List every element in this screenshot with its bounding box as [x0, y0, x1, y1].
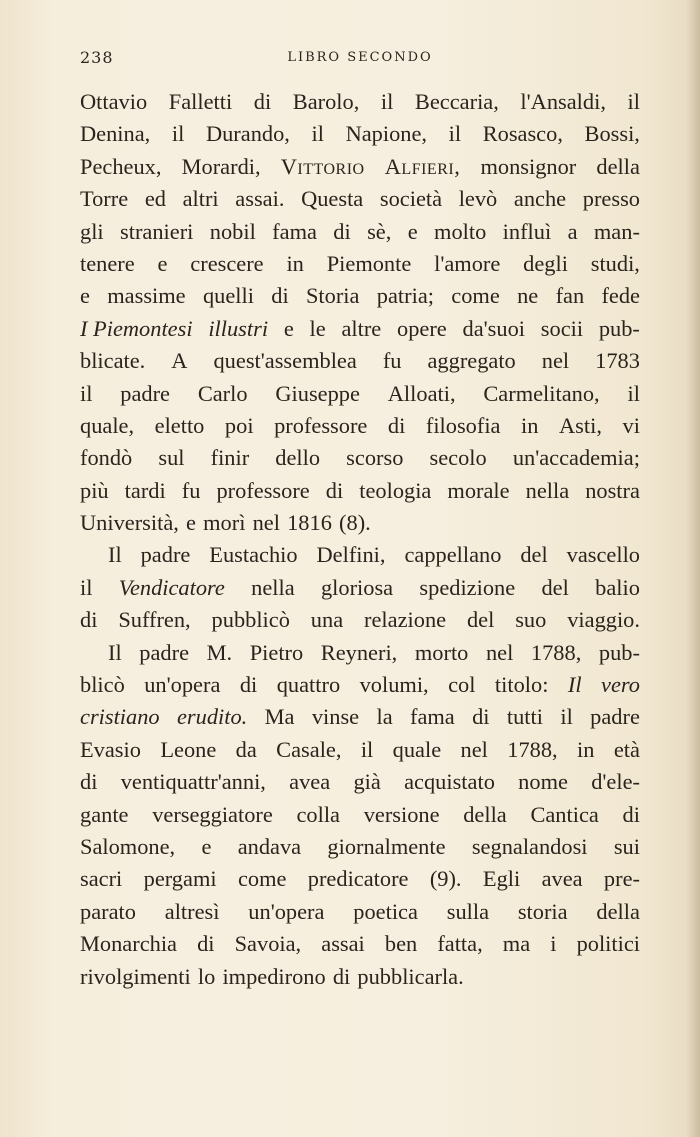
word: Durando,	[205, 121, 290, 147]
word: avea	[289, 769, 331, 795]
word: (9).	[429, 866, 462, 892]
word: e	[201, 833, 212, 859]
word: volumi,	[359, 672, 429, 698]
word: Ottavio	[80, 89, 148, 114]
word: nel	[485, 639, 514, 665]
word: cappellano	[404, 542, 502, 568]
word: (8).	[339, 510, 371, 536]
word: Carlo	[197, 380, 248, 406]
word: aggregato	[427, 348, 516, 374]
word: gli	[80, 218, 104, 244]
text-line	[80, 313, 640, 345]
word: relazione	[364, 607, 447, 633]
word: Evasio	[80, 736, 141, 762]
word: di	[197, 931, 215, 957]
word: verseggiatore	[152, 801, 273, 827]
word: quale	[392, 736, 442, 762]
word: già	[353, 769, 381, 795]
word: Asti,	[559, 412, 602, 438]
word: il	[380, 89, 394, 114]
word: Suffren,	[118, 607, 191, 633]
word: Alfieri,	[384, 153, 461, 179]
word: acquistato	[404, 769, 495, 795]
page-header	[80, 48, 640, 70]
word: Barolo,	[292, 89, 360, 114]
word: illustri	[208, 315, 269, 341]
word: ed	[144, 186, 166, 212]
word: 1816	[287, 510, 332, 536]
word: di	[80, 769, 98, 795]
word: il	[627, 89, 640, 114]
word: società	[379, 186, 443, 212]
word: un'accademia;	[512, 445, 640, 471]
word: lo	[197, 963, 216, 989]
word: quest'assemblea	[213, 348, 357, 374]
word: studi,	[590, 250, 640, 276]
word: fan	[555, 283, 585, 309]
word: altri	[182, 186, 219, 212]
word: balio	[595, 574, 640, 600]
word: e	[186, 510, 196, 536]
word: di	[332, 963, 351, 989]
word: la	[376, 704, 393, 730]
word: di	[253, 89, 272, 114]
word: di	[239, 672, 258, 698]
word: sacri	[80, 866, 123, 892]
text-line	[80, 151, 640, 183]
word: padre	[590, 704, 640, 730]
text-line	[80, 183, 640, 215]
word: altresì	[164, 898, 220, 924]
word: Storia	[305, 283, 360, 309]
word: stranieri	[120, 218, 194, 244]
text-line	[80, 928, 640, 960]
text-line	[80, 118, 640, 150]
word: nel	[541, 348, 570, 374]
word: titolo:	[494, 672, 549, 698]
word: suo	[515, 607, 547, 633]
word: monsignor	[480, 153, 577, 179]
word: Vittorio	[280, 153, 365, 179]
word: nostra	[585, 477, 640, 503]
word: fama	[272, 218, 317, 244]
word: Questa	[301, 186, 364, 212]
word: pub-	[598, 639, 640, 665]
word: Il	[108, 639, 122, 665]
word: del	[541, 574, 569, 600]
word: nobil	[209, 218, 256, 244]
word: degli	[523, 250, 568, 276]
word: nel	[252, 510, 280, 536]
word: fu	[181, 477, 201, 503]
word: sul	[158, 445, 185, 471]
word: quattro	[276, 672, 341, 698]
body-text	[80, 86, 640, 993]
word: fatta,	[437, 931, 483, 957]
word: Egli	[482, 866, 521, 892]
word: Torre	[80, 186, 129, 212]
word: il	[448, 121, 462, 147]
word: Beccaria,	[414, 89, 499, 114]
word: della	[596, 898, 640, 924]
word: 1788,	[507, 736, 558, 762]
word: nella	[251, 574, 295, 600]
word: segnalandosi	[471, 833, 588, 859]
word: professore	[274, 412, 368, 438]
word: ne	[517, 283, 539, 309]
word: poi	[224, 412, 254, 438]
word: quale,	[80, 412, 135, 438]
word: Giuseppe	[275, 380, 360, 406]
word: di	[622, 801, 640, 827]
word: finir	[210, 445, 250, 471]
word: gloriosa	[320, 574, 394, 600]
text-line	[80, 442, 640, 474]
word: Monarchia	[80, 931, 177, 957]
word: secolo	[429, 445, 487, 471]
word: Pietro	[249, 639, 304, 665]
word: Casale,	[276, 736, 342, 762]
word: socii	[540, 315, 584, 341]
text-line	[80, 507, 640, 539]
text-line	[80, 669, 640, 701]
word: nella	[525, 477, 570, 503]
word: parato	[80, 898, 136, 924]
word: Bossi,	[584, 121, 640, 147]
text-line	[80, 378, 640, 410]
word: pergami	[143, 866, 217, 892]
word: un'opera	[248, 898, 325, 924]
word: professore	[216, 477, 310, 503]
word: massime	[107, 283, 186, 309]
word: più	[80, 477, 109, 503]
word: opere	[397, 315, 447, 341]
word: il	[360, 736, 374, 762]
word: nel	[460, 736, 488, 762]
word: padre	[139, 639, 190, 665]
word: morto	[414, 639, 469, 665]
word: 1783	[595, 348, 640, 374]
word: Morardi,	[181, 153, 261, 179]
word: avea	[541, 866, 583, 892]
word: Rosasco,	[482, 121, 563, 147]
word: cristiano	[80, 704, 160, 730]
word: sulla	[446, 898, 490, 924]
word: di	[271, 283, 289, 309]
text-line	[80, 766, 640, 798]
word: scorso	[346, 445, 404, 471]
word: versione	[363, 801, 440, 827]
word: pubblicò	[211, 607, 290, 633]
word: di	[472, 704, 490, 730]
text-line	[80, 831, 640, 863]
word: come	[451, 283, 500, 309]
text-line	[80, 896, 640, 928]
word: i	[550, 931, 557, 957]
word: in	[286, 250, 304, 276]
word: viaggio.	[567, 607, 640, 633]
word: patria;	[376, 283, 434, 309]
word: andava	[237, 833, 302, 859]
word: fu	[382, 348, 402, 374]
word: blicò	[80, 672, 125, 698]
word: col	[448, 672, 476, 698]
word: del	[520, 542, 548, 568]
page-number: 238	[80, 48, 114, 67]
word: assai	[321, 931, 365, 957]
word: giornalmente	[327, 833, 446, 859]
page-edge-shadow	[686, 0, 700, 1137]
word: il	[560, 704, 573, 730]
word: da	[235, 736, 257, 762]
text-line	[80, 961, 640, 993]
word: a	[567, 218, 578, 244]
word: d'ele-	[591, 769, 640, 795]
word: ventiquattr'anni,	[120, 769, 266, 795]
word: I Piemontesi	[80, 315, 193, 341]
word: di	[80, 607, 98, 633]
word: di	[333, 218, 351, 244]
word: in	[521, 412, 539, 438]
word: eletto	[154, 412, 205, 438]
word: rivolgimenti	[80, 963, 191, 989]
word: in	[577, 736, 595, 762]
word: Pecheux,	[80, 153, 162, 179]
word: il	[627, 380, 640, 406]
word: e	[407, 218, 418, 244]
word: di	[325, 477, 344, 503]
word: spedizione	[419, 574, 516, 600]
text-line	[80, 475, 640, 507]
word: il	[80, 574, 93, 600]
word: predicatore	[307, 866, 409, 892]
word: della	[596, 153, 640, 179]
word: fede	[601, 283, 640, 309]
word: una	[310, 607, 344, 633]
word: età	[613, 736, 640, 762]
word: Denina,	[80, 121, 151, 147]
word: vi	[622, 412, 640, 438]
word: Cantica	[530, 801, 599, 827]
text-line	[80, 637, 640, 669]
word: Vendicatore	[118, 574, 225, 600]
word: e	[157, 250, 168, 276]
word: fondò	[80, 445, 133, 471]
word: Carmelitano,	[483, 380, 600, 406]
word: Savoia,	[234, 931, 302, 957]
word: vinse	[311, 704, 360, 730]
running-head: LIBRO SECONDO	[287, 50, 433, 65]
text-line	[80, 410, 640, 442]
word: Alloati,	[387, 380, 456, 406]
word: M.	[206, 639, 233, 665]
word: sè,	[367, 218, 392, 244]
word: le	[309, 315, 326, 341]
word: il	[311, 121, 324, 147]
word: gante	[80, 801, 129, 827]
word: come	[237, 866, 287, 892]
word: assai.	[235, 186, 285, 212]
word: di	[387, 412, 406, 438]
text-line	[80, 572, 640, 604]
word: l'Ansaldi,	[520, 89, 606, 114]
word: poetica	[353, 898, 418, 924]
word: sui	[613, 833, 640, 859]
word: influì	[502, 218, 552, 244]
word: Leone	[160, 736, 217, 762]
text-line	[80, 86, 640, 118]
word: anche	[513, 186, 567, 212]
word: l'amore	[434, 250, 501, 276]
word: quelli	[202, 283, 254, 309]
word: Il	[567, 672, 582, 698]
word: fama	[410, 704, 455, 730]
word: da'suoi	[462, 315, 526, 341]
word: Università,	[80, 510, 179, 536]
word: altre	[341, 315, 382, 341]
word: presso	[582, 186, 640, 212]
word: e	[283, 315, 294, 341]
word: crescere	[190, 250, 264, 276]
word: dello	[275, 445, 321, 471]
text-line	[80, 345, 640, 377]
word: Salomone,	[80, 833, 176, 859]
word: Reyneri,	[320, 639, 398, 665]
word: Napione,	[345, 121, 428, 147]
text-line	[80, 539, 640, 571]
word: pubblicarla.	[357, 963, 464, 989]
word: Il	[108, 542, 122, 568]
word: Ma	[264, 704, 295, 730]
word: filosofia	[425, 412, 501, 438]
text-line	[80, 701, 640, 733]
word: levò	[458, 186, 498, 212]
word: un'opera	[144, 672, 221, 698]
word: Piemonte	[326, 250, 412, 276]
word: ma	[502, 931, 531, 957]
word: tenere	[80, 250, 135, 276]
text-line	[80, 604, 640, 636]
word: tardi	[124, 477, 166, 503]
word: storia	[517, 898, 568, 924]
word: vero	[601, 672, 640, 698]
word: il	[171, 121, 185, 147]
word: tutti	[506, 704, 543, 730]
word: Delfini,	[316, 542, 386, 568]
text-line	[80, 863, 640, 895]
word: erudito.	[176, 704, 248, 730]
word: nome	[518, 769, 568, 795]
word: 1788,	[530, 639, 582, 665]
word: A	[171, 348, 188, 374]
word: ben	[384, 931, 418, 957]
word: del	[466, 607, 495, 633]
word: molto	[434, 218, 487, 244]
word: padre	[120, 380, 170, 406]
word: teologia	[359, 477, 432, 503]
text-line	[80, 280, 640, 312]
word: morale	[447, 477, 510, 503]
word: Falletti	[168, 89, 233, 114]
text-line	[80, 734, 640, 766]
text-line	[80, 216, 640, 248]
word: politici	[576, 931, 640, 957]
word: il	[80, 380, 93, 406]
word: man-	[593, 218, 640, 244]
text-line	[80, 248, 640, 280]
word: e	[80, 283, 90, 309]
word: morì	[203, 510, 246, 536]
word: impedirono	[222, 963, 326, 989]
word: padre	[140, 542, 191, 568]
word: pub-	[598, 315, 640, 341]
text-line	[80, 799, 640, 831]
word: vascello	[566, 542, 640, 568]
word: Eustachio	[209, 542, 298, 568]
word: pre-	[603, 866, 640, 892]
word: blicate.	[80, 348, 146, 374]
word: colla	[296, 801, 340, 827]
word: della	[463, 801, 507, 827]
